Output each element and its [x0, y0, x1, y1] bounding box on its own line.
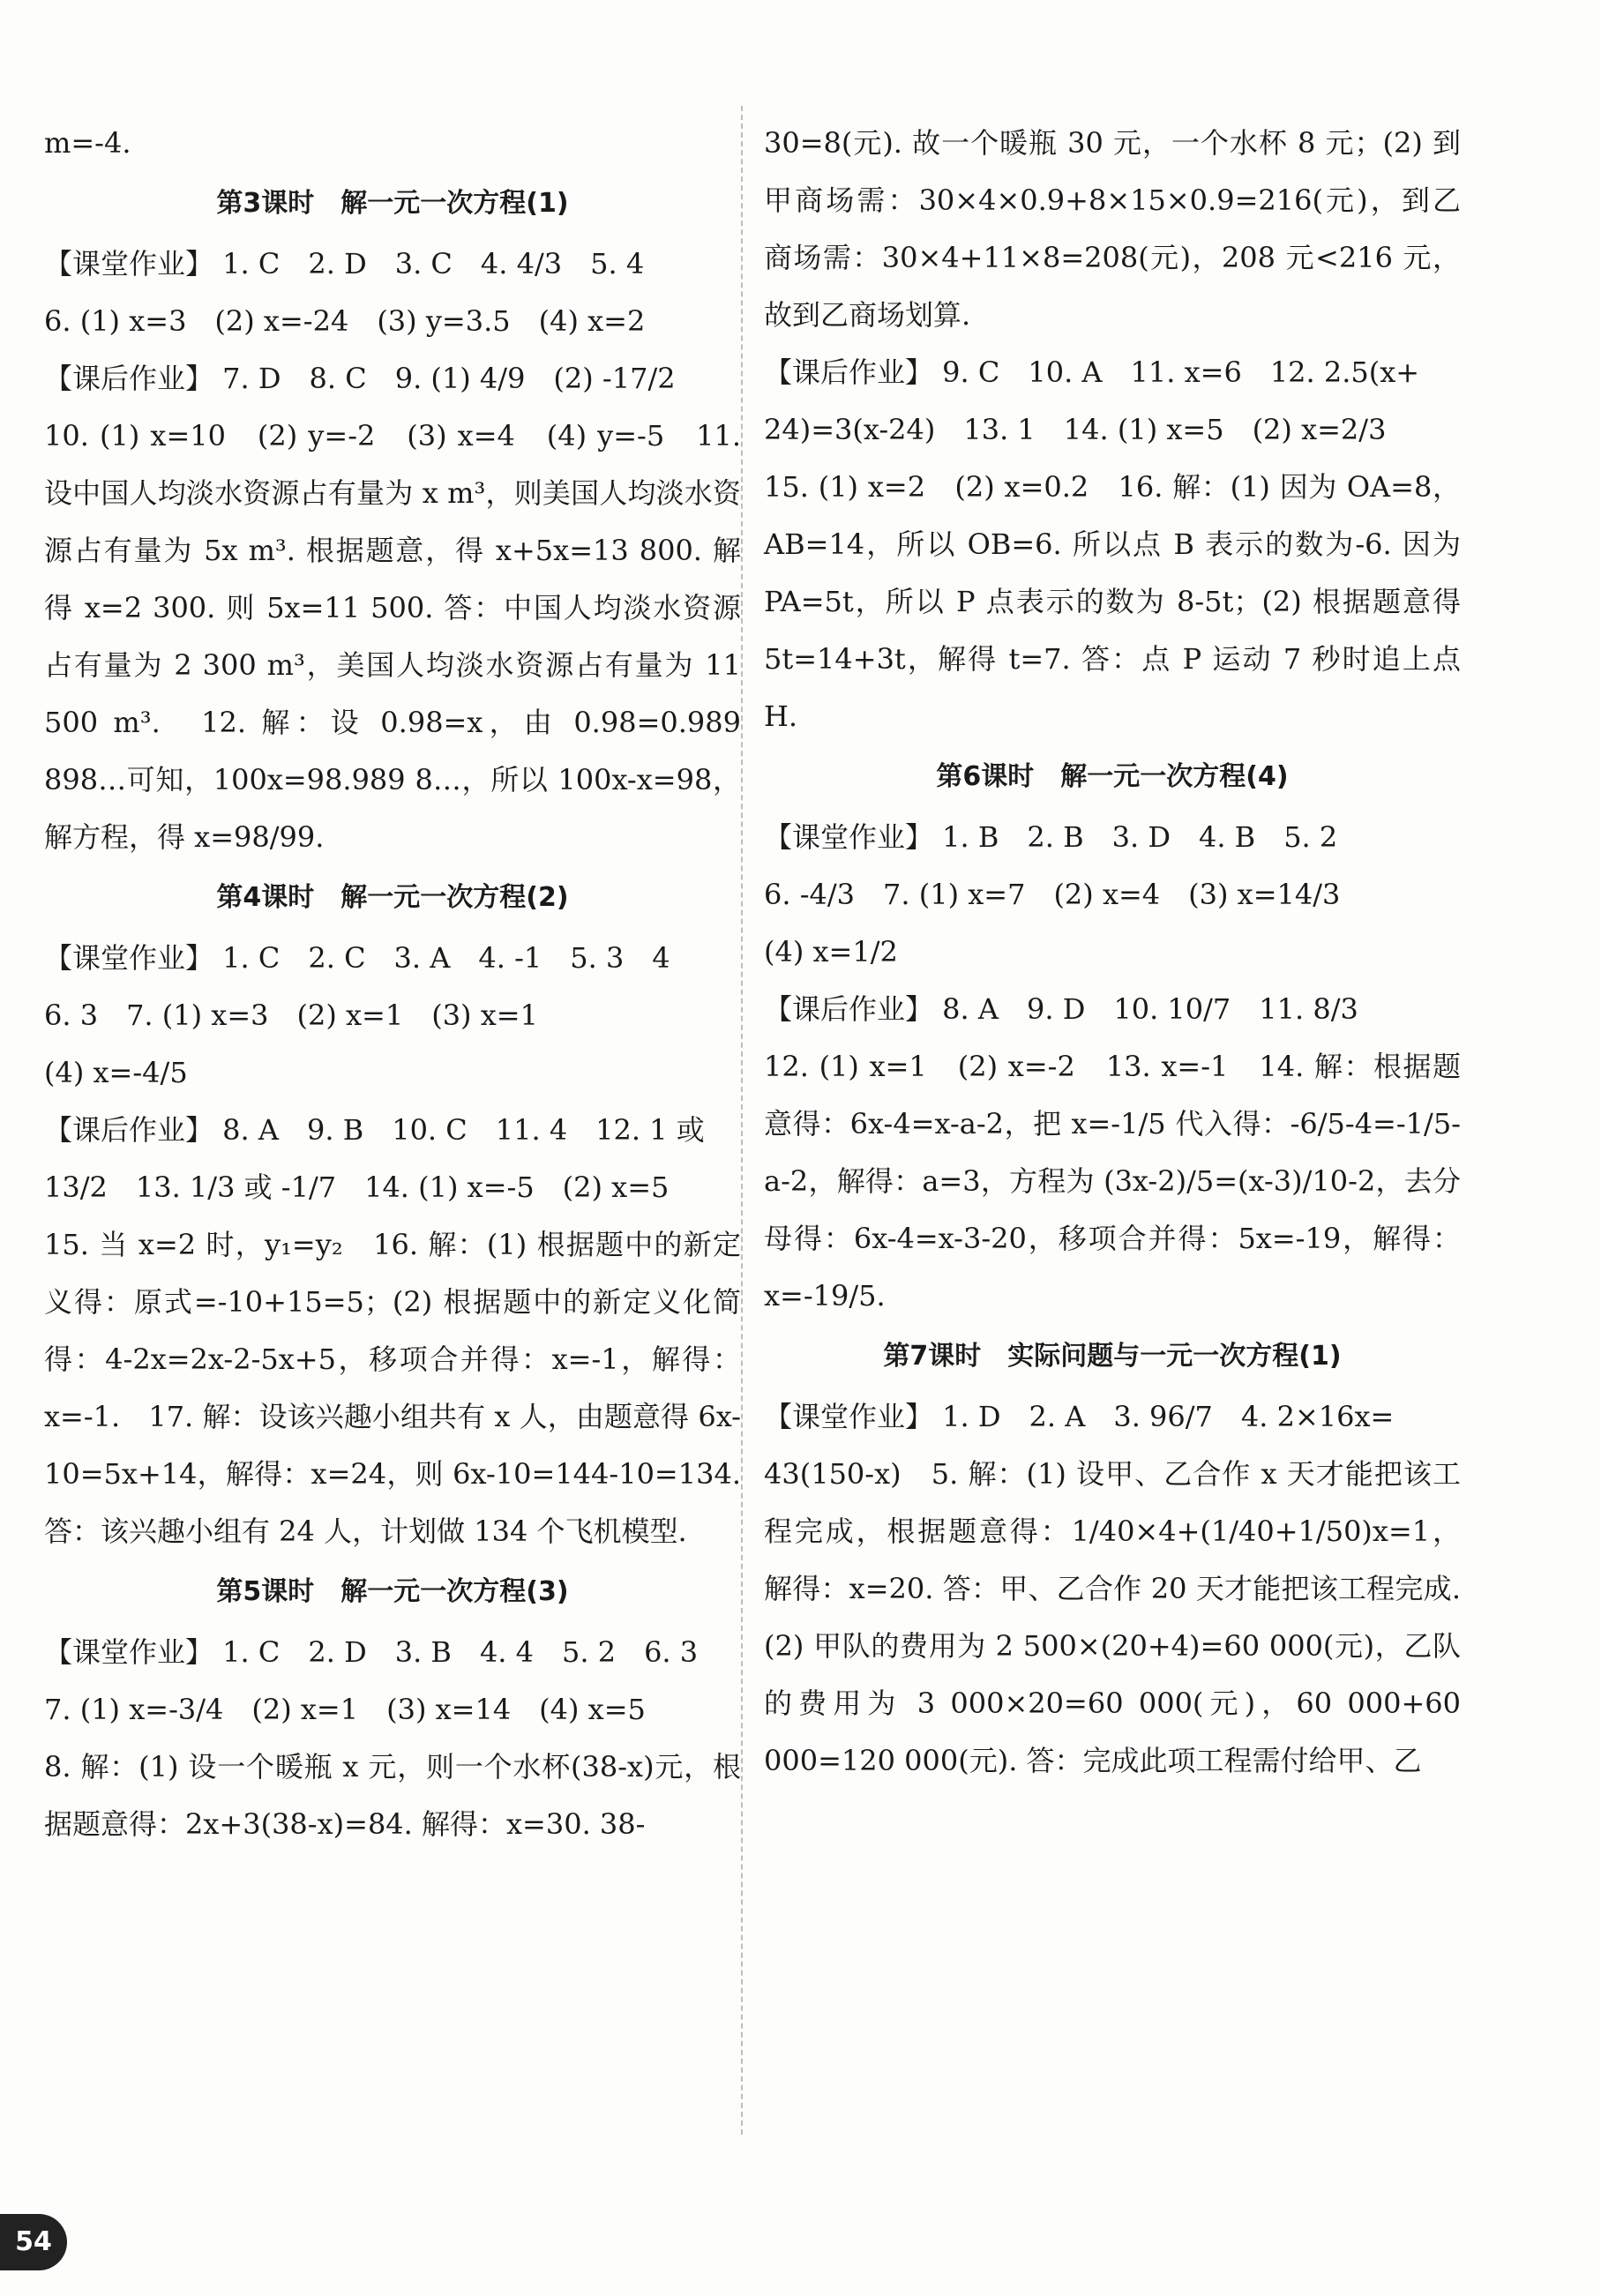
text-line: 【课后作业】 8. A 9. D 10. 10/7 11. 8/3 — [764, 992, 1358, 1026]
section-heading: 第6课时 解一元一次方程(4) — [936, 761, 1289, 792]
text-line: 【课堂作业】 1. C 2. D 3. C 4. 4/3 5. 4 — [44, 247, 645, 280]
text-line: 【课堂作业】 1. B 2. B 3. D 4. B 5. 2 — [764, 820, 1338, 854]
text-paragraph: 15. 当 x=2 时，y₁=y₂ 16. 解：(1) 根据题中的新定义得：原式=-10+15=5；(2) 根据题中的新定义化简得：4-2x=2x-2-5x+5，移项合并得：x=-1，解得：x=-1. 17. 解：设该兴趣小组共有 x 人，由题意得 6x-10=5x+14，解得：x=24，则 6x-10=144-10=134. 答：该兴趣小组有 24 人，计划做 134 个飞机模型. — [44, 1228, 741, 1548]
left-column — [44, 115, 741, 1853]
text-line: 【课堂作业】 1. C 2. C 3. A 4. -1 5. 3 4 — [44, 941, 670, 975]
text-line: 6. 3 7. (1) x=3 (2) x=1 (3) x=1 — [44, 998, 538, 1032]
right-column — [764, 115, 1461, 1790]
text-line: 7. (1) x=-3/4 (2) x=1 (3) x=14 (4) x=5 — [44, 1693, 646, 1726]
page-number: 54 — [0, 2214, 67, 2270]
section-heading: 第5课时 解一元一次方程(3) — [216, 1576, 569, 1607]
text-line: 6. -4/3 7. (1) x=7 (2) x=4 (3) x=14/3 — [764, 878, 1341, 911]
text-line: 【课堂作业】 1. D 2. A 3. 96/7 4. 2×16x= — [764, 1400, 1395, 1433]
text-line: 【课堂作业】 1. C 2. D 3. B 4. 4 5. 2 6. 3 — [44, 1635, 699, 1669]
text-line: 13/2 13. 1/3 或 -1/7 14. (1) x=-5 (2) x=5 — [44, 1170, 670, 1204]
text-line: 6. (1) x=3 (2) x=-24 (3) y=3.5 (4) x=2 — [44, 304, 646, 338]
text-paragraph: 12. (1) x=1 (2) x=-2 13. x=-1 14. 解：根据题意得：6x-4=x-a-2，把 x=-1/5 代入得：-6/5-4=-1/5-a-2，解得：a=3，方程为 (3x-2)/5=(x-3)/10-2，去分母得：6x-4=x-3-20，移项合并得：5x=-19，解得：x=-19/5. — [764, 1050, 1461, 1313]
text-line: m=-4. — [44, 126, 131, 160]
section-heading: 第7课时 实际问题与一元一次方程(1) — [883, 1341, 1342, 1372]
section-heading: 第4课时 解一元一次方程(2) — [216, 882, 569, 913]
text-line: (4) x=-4/5 — [44, 1056, 188, 1089]
text-paragraph: 30=8(元). 故一个暖瓶 30 元，一个水杯 8 元；(2) 到甲商场需：30×4×0.9+8×15×0.9=216(元)，到乙商场需：30×4+11×8=208(元)，208 元<216 元，故到乙商场划算. — [764, 126, 1461, 332]
column-divider — [741, 106, 744, 2135]
text-line: 24)=3(x-24) 13. 1 14. (1) x=5 (2) x=2/3 — [764, 413, 1387, 446]
text-line: (4) x=1/2 — [764, 935, 898, 969]
text-paragraph: 43(150-x) 5. 解：(1) 设甲、乙合作 x 天才能把该工程完成，根据题意得：1/40×4+(1/40+1/50)x=1，解得：x=20. 答：甲、乙合作 20 天才能把该工程完成. (2) 甲队的费用为 2 500×(20+4)=60 000(元)，乙队的费用为 3 000×20=60 000(元)，60 000+60 000=120 000(元). 答：完成此项工程需付给甲、乙 — [764, 1457, 1461, 1777]
text-line: 【课后作业】 9. C 10. A 11. x=6 12. 2.5(x+ — [764, 355, 1420, 389]
text-paragraph: 15. (1) x=2 (2) x=0.2 16. 解：(1) 因为 OA=8，AB=14，所以 OB=6. 所以点 B 表示的数为-6. 因为 PA=5t，所以 P 点表示的数为 8-5t；(2) 根据题意得 5t=14+3t，解得 t=7. 答：点 P 运动 7 秒时追上点 H. — [764, 470, 1461, 733]
text-line: 【课后作业】 7. D 8. C 9. (1) 4/9 (2) -17/2 — [44, 362, 676, 395]
section-heading: 第3课时 解一元一次方程(1) — [216, 188, 569, 219]
text-paragraph: 8. 解：(1) 设一个暖瓶 x 元，则一个水杯(38-x)元，根据题意得：2x+3(38-x)=84. 解得：x=30. 38- — [44, 1750, 741, 1841]
text-paragraph: 10. (1) x=10 (2) y=-2 (3) x=4 (4) y=-5 11. 设中国人均淡水资源占有量为 x m³，则美国人均淡水资源占有量为 5x m³. 根据题意，得 x+5x=13 800. 解得 x=2 300. 则 5x=11 500. 答：中国人均淡水资源占有量为 2 300 m³，美国人均淡水资源占有量为 11 500 m³. 12. 解：设 0.98=x，由 0.98=0.989 898…可知，100x=98.989 8…，所以 100x-x=98，解方程，得 x=98/99. — [44, 419, 741, 854]
text-line: 【课后作业】 8. A 9. B 10. C 11. 4 12. 1 或 — [44, 1113, 705, 1147]
